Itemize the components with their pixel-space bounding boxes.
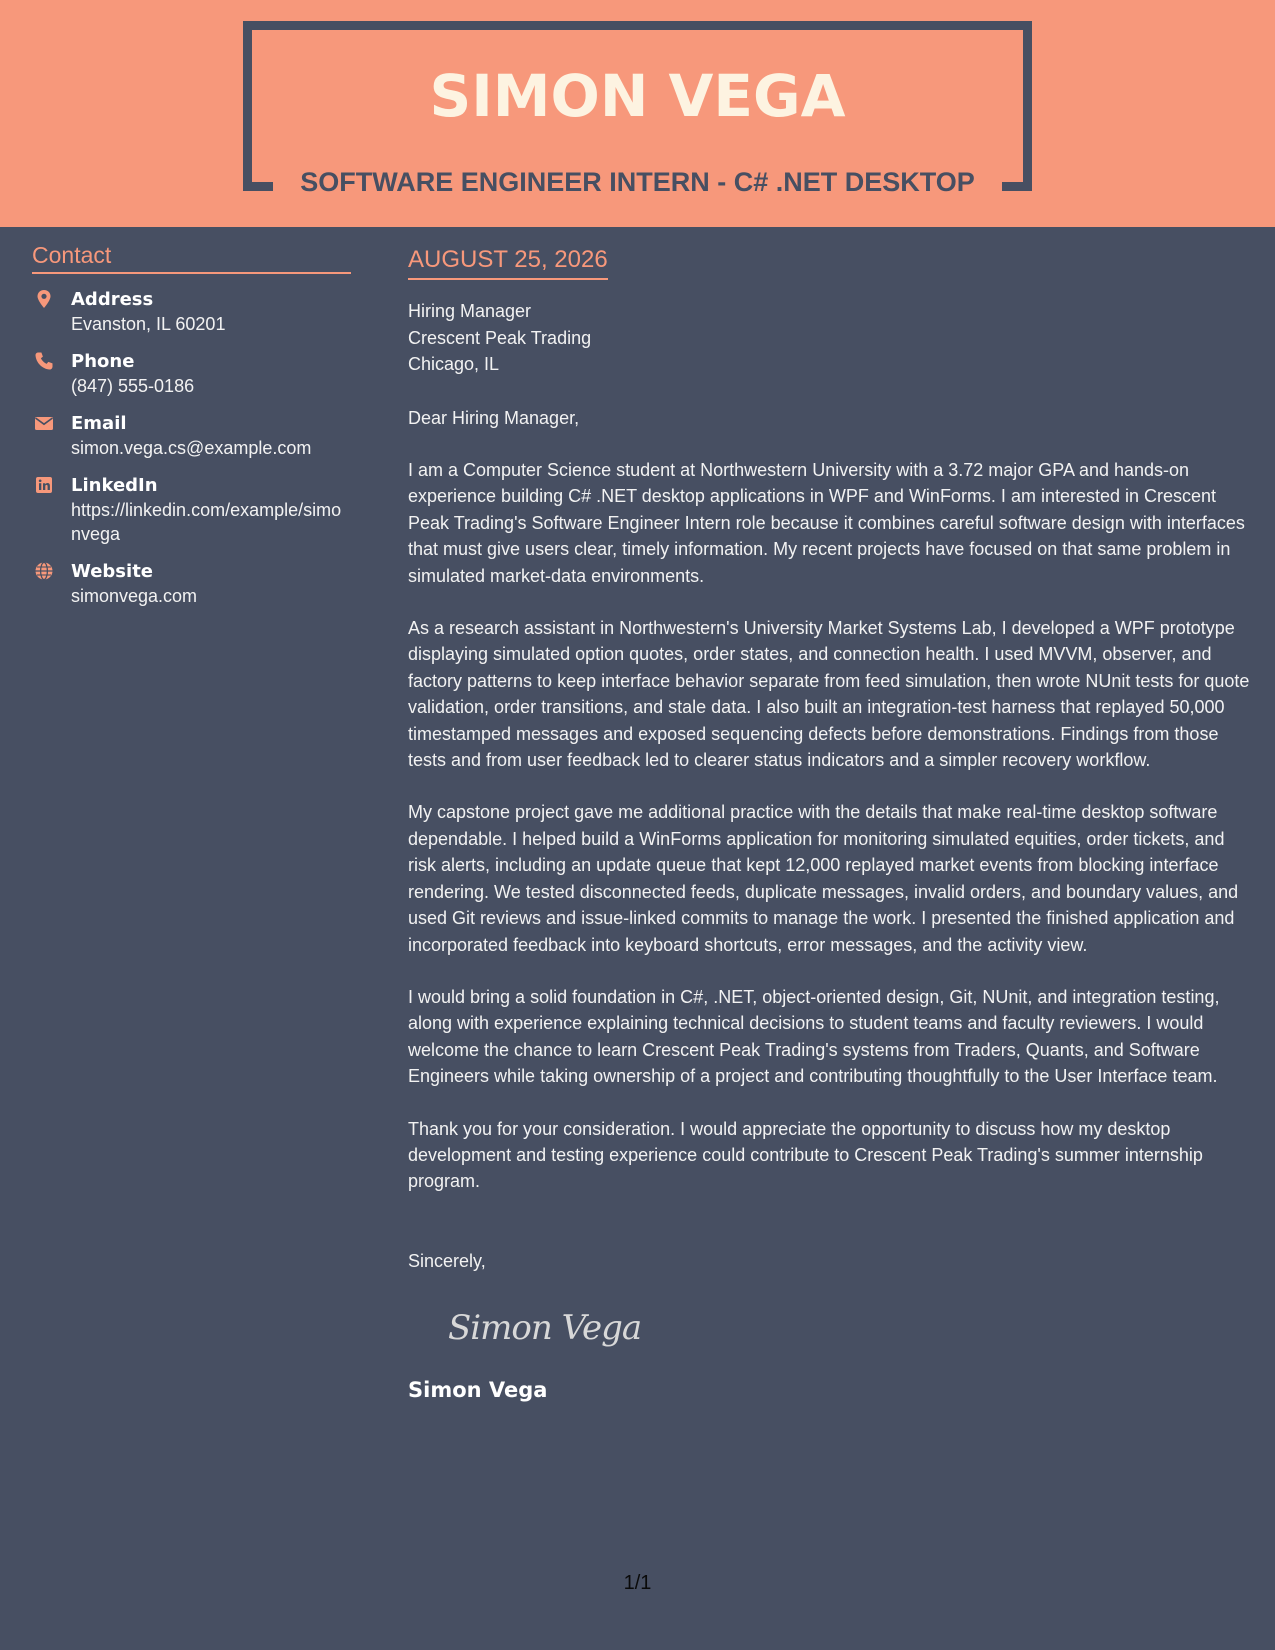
phone-icon — [34, 351, 54, 371]
contact-label: Address — [71, 289, 154, 310]
map-pin-icon — [34, 289, 54, 309]
letter-paragraph: I would bring a solid foundation in C#, .NET, object-oriented design, Git, NUnit, and integration testing, along with experience explaining technical decisions to student teams and faculty reviewers. I would welcome the chance to learn Crescent Peak Trading's systems from Traders, Quants, and Software Engineers while taking ownership of a project and contributing thoughtfully to the User Interface team. — [408, 986, 1220, 1087]
applicant-name: SIMON VEGA — [429, 62, 846, 130]
website-value[interactable]: simonvega.com — [71, 586, 198, 606]
job-title: SOFTWARE ENGINEER INTERN - C# .NET DESKTOP — [300, 167, 975, 197]
header-band — [0, 0, 1275, 227]
envelope-icon — [34, 413, 54, 433]
signer-name: Simon Vega — [408, 1377, 548, 1402]
contact-phone — [32, 349, 351, 398]
contact-linkedin — [32, 473, 351, 546]
page-number: 1/1 — [623, 1572, 652, 1594]
letter-date: AUGUST 25, 2026 — [408, 244, 608, 280]
contact-heading: Contact — [32, 240, 351, 274]
letter-paragraph: I am a Computer Science student at Northwestern University with a 3.72 major GPA and hands-on experience building C# .NET desktop applications in WPF and WinForms. I am interested in Crescent Peak Trading's Software Engineer Intern role because it combines careful software design with interfaces that must give users clear, timely information. My recent projects have focused on that same problem in simulated market-data environments. — [408, 460, 1245, 586]
handwritten-signature: Simon Vega — [448, 1307, 642, 1348]
recipient-block — [408, 298, 1250, 378]
contact-sidebar — [32, 240, 351, 608]
linkedin-value[interactable]: https://linkedin.com/example/simonvega — [71, 500, 342, 544]
recipient-title: Hiring Manager — [408, 301, 532, 321]
globe-icon — [34, 561, 54, 581]
letter-paragraph: As a research assistant in Northwestern's University Market Systems Lab, I developed a WPF prototype displaying simulated option quotes, order states, and connection health. I used MVVM, observer, and factory patterns to keep interface behavior separate from feed simulation, then wrote NUnit tests for quote validation, order transitions, and stale data. I also built an integration-test harness that replayed 50,000 timestamped messages and exposed sequencing defects before demonstrations. Findings from those tests and from user feedback led to clearer status indicators and a simpler recovery workflow. — [408, 618, 1250, 771]
letter-paragraph: My capstone project gave me additional practice with the details that make real-time desktop software dependable. I helped build a WinForms application for monitoring simulated equities, order tickets, and risk alerts, including an update queue that kept 12,000 replayed market events from blocking interface rendering. We tested disconnected feeds, duplicate messages, invalid orders, and boundary values, and used Git reviews and issue-linked commits to manage the work. I presented the finished application and incorporated feedback into keyboard shortcuts, error messages, and the activity view. — [408, 802, 1239, 955]
address-value: Evanston, IL 60201 — [71, 314, 226, 334]
phone-value: (847) 555-0186 — [71, 376, 195, 396]
header-frame — [243, 21, 1032, 30]
linkedin-icon — [34, 475, 54, 495]
recipient-location: Chicago, IL — [408, 354, 500, 374]
email-value[interactable]: simon.vega.cs@example.com — [71, 438, 312, 458]
contact-website — [32, 559, 351, 608]
contact-email — [32, 411, 351, 460]
letter-body — [408, 244, 1250, 1404]
recipient-company: Crescent Peak Trading — [408, 327, 592, 348]
contact-address — [32, 287, 351, 336]
contact-label: Website — [71, 561, 154, 582]
salutation: Dear Hiring Manager, — [408, 407, 580, 428]
contact-label: Email — [71, 413, 127, 434]
letter-paragraph: Thank you for your consideration. I would appreciate the opportunity to discuss how my desktop development and testing experience could contribute to Crescent Peak Trading's summer internship program. — [408, 1118, 1203, 1192]
contact-label: LinkedIn — [71, 475, 158, 496]
closing: Sincerely, — [408, 1250, 486, 1271]
contact-label: Phone — [71, 351, 135, 372]
